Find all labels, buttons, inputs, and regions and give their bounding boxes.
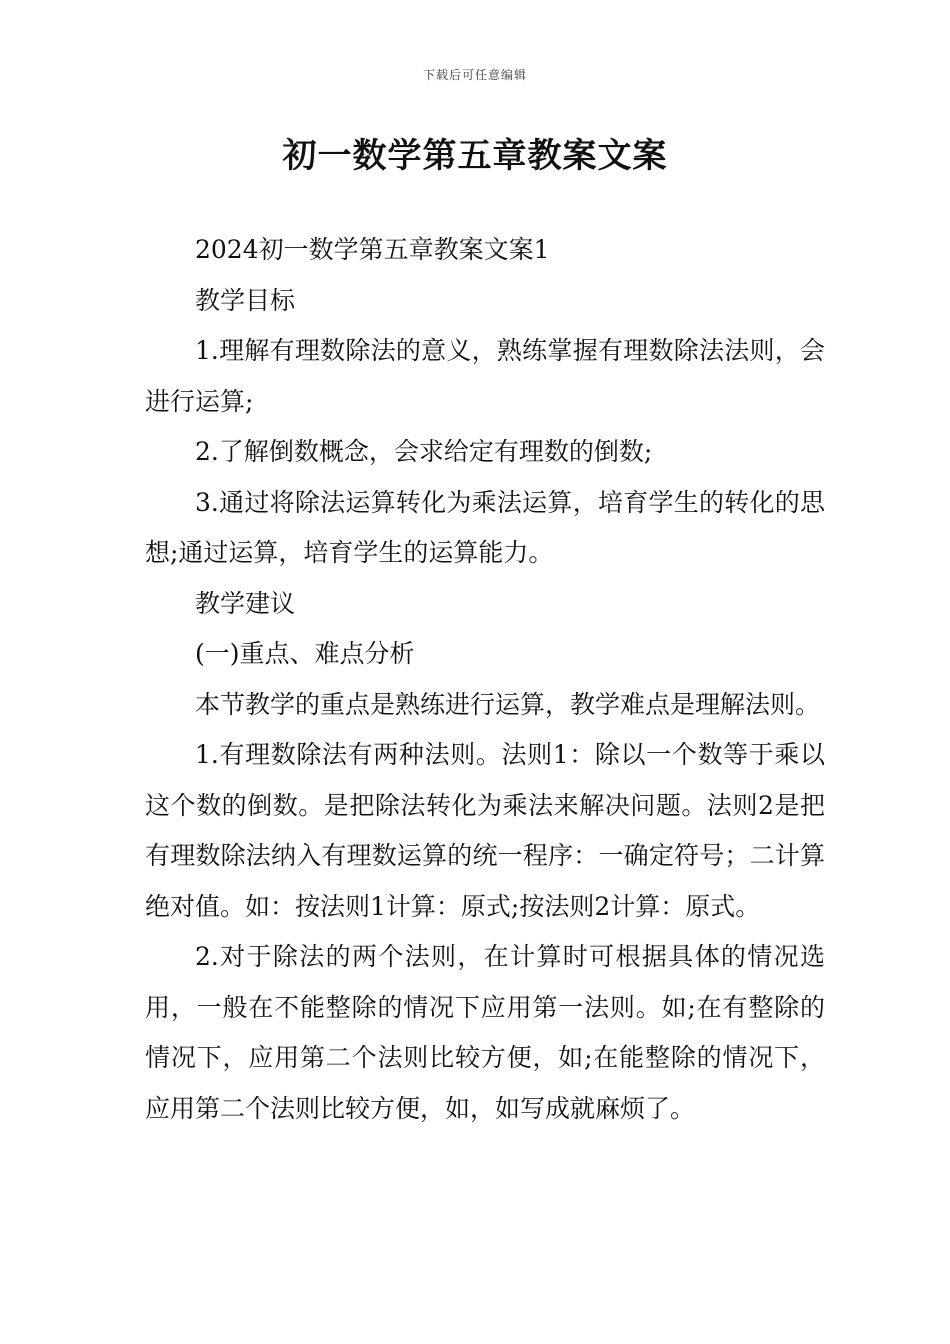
document-body <box>145 225 825 1134</box>
heading-key-points: (一)重点、难点分析 <box>195 639 415 668</box>
paragraph-subtitle: 2024初一数学第五章教案文案1 <box>195 235 550 264</box>
heading-teaching-goals: 教学目标 <box>195 285 296 315</box>
paragraph-key-points: 本节教学的重点是熟练进行运算，教学难点是理解法则。 <box>195 689 821 719</box>
paragraph-rule-2: 2.对于除法的两个法则，在计算时可根据具体的情况选用，一般在不能整除的情况下应用第一法则。如;在有整除的情况下，应用第二个法则比较方便，如;在能整除的情况下，应用第二个法则比较方便，如，如写成就麻烦了。 <box>145 942 825 1123</box>
paragraph-goal-2: 2.了解倒数概念，会求给定有理数的倒数; <box>195 437 653 466</box>
document-title: 初一数学第五章教案文案 <box>282 136 668 176</box>
paragraph-goal-3: 3.通过将除法运算转化为乘法运算，培育学生的转化的思想;通过运算，培育学生的运算能力。 <box>145 487 825 567</box>
header-note: 下载后可任意编辑 <box>422 68 527 82</box>
paragraph-rule-1: 1.有理数除法有两种法则。法则1：除以一个数等于乘以这个数的倒数。是把除法转化为乘法来解决问题。法则2是把有理数除法纳入有理数运算的统一程序：一确定符号；二计算绝对值。如：按法则1计算：原式;按法则2计算：原式。 <box>145 740 825 921</box>
paragraph-goal-1: 1.理解有理数除法的意义，熟练掌握有理数除法法则，会进行运算; <box>145 336 825 416</box>
heading-teaching-advice: 教学建议 <box>195 588 296 618</box>
